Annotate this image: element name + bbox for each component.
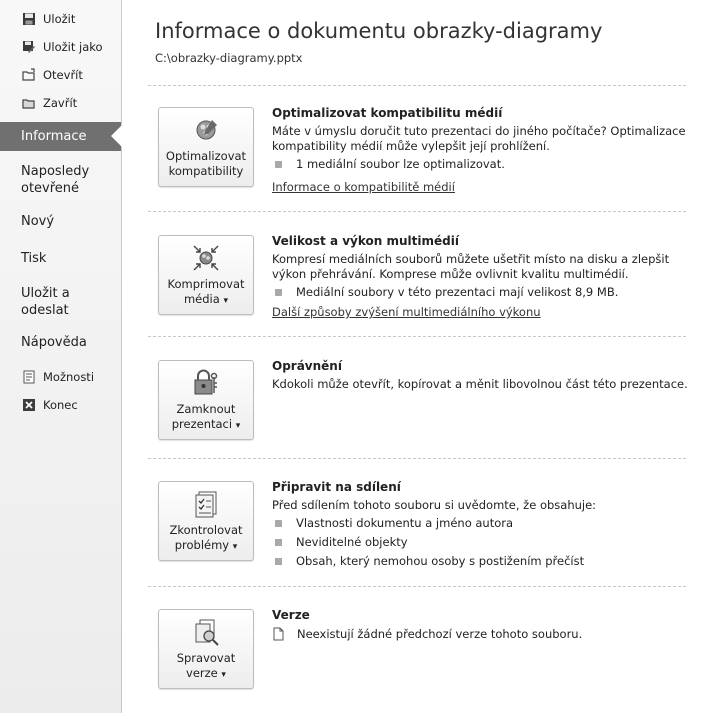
list-item: [275, 157, 505, 171]
sidebar-item-open[interactable]: [0, 62, 121, 88]
sidebar-item-close[interactable]: [0, 90, 121, 116]
sidebar-item-label: Nový: [21, 214, 55, 229]
sidebar-item-label-line2: otevřené: [21, 181, 80, 196]
exit-icon: [22, 398, 36, 412]
sidebar-item-exit[interactable]: [0, 392, 121, 418]
bullet-square-icon: [275, 558, 282, 565]
button-label-line1: Zamknout: [176, 402, 236, 416]
sidebar-item-label-line2: odeslat: [21, 303, 69, 318]
media-compatibility-link[interactable]: Informace o kompatibilitě médií: [272, 180, 455, 194]
button-label: [159, 402, 253, 434]
sidebar-item-label: Tisk: [21, 251, 47, 266]
section-description: Kompresí mediálních souborů můžete ušetřit místo na disku a zlepšit výkon přehrávání. Komprese může ovlivnit kvalitu multimédií.: [272, 252, 670, 281]
button-label-line1: Komprimovat: [167, 277, 245, 291]
divider: [148, 85, 686, 86]
section-title: Oprávnění: [272, 359, 342, 373]
sidebar-item-save-as[interactable]: [0, 34, 121, 60]
sidebar-item-help[interactable]: [21, 334, 117, 351]
document-icon: [272, 627, 285, 641]
button-label-line2: [159, 538, 253, 555]
section-title: Optimalizovat kompatibilitu médií: [272, 106, 503, 120]
close-folder-icon: [22, 96, 36, 110]
button-label: [159, 651, 253, 683]
button-label-line2: [159, 292, 253, 309]
section-description: Před sdílením tohoto souboru si uvědomte, že obsahuje:: [272, 498, 597, 512]
sidebar-item-print[interactable]: [21, 250, 117, 267]
list-item-text: 1 mediální soubor lze optimalizovat.: [296, 157, 505, 171]
list-item-text: Neviditelné objekty: [296, 535, 408, 549]
divider: [148, 336, 686, 337]
compress-media-icon: [192, 244, 220, 272]
sidebar-item-label: Zavřít: [43, 96, 78, 110]
sidebar-item-label: Nápověda: [21, 335, 87, 350]
bullet-square-icon: [275, 539, 282, 546]
button-label: [159, 523, 253, 555]
backstage-sidebar: [0, 0, 122, 713]
divider: [148, 586, 686, 587]
media-performance-link[interactable]: Další způsoby zvýšení multimediálního výkonu: [272, 305, 541, 319]
section-description: Kdokoli může otevřít, kopírovat a měnit libovolnou část této prezentace.: [272, 377, 688, 391]
sidebar-item-options[interactable]: [0, 364, 121, 390]
list-item: [275, 535, 408, 549]
info-panel: [122, 0, 708, 713]
save-icon: [22, 12, 36, 26]
list-item-text: Obsah, který nemohou osoby s postižením přečíst: [296, 554, 585, 568]
chevron-down-icon: ▾: [232, 542, 238, 552]
list-item-text: Mediální soubory v této prezentaci mají velikost 8,9 MB.: [296, 285, 619, 299]
page-title: Informace o dokumentu obrazky-diagramy: [155, 19, 603, 43]
bullet-square-icon: [275, 289, 282, 296]
button-label-text: problémy: [174, 538, 230, 552]
versions-note-text: Neexistují žádné předchozí verze tohoto souboru.: [297, 627, 583, 641]
list-item-text: Vlastnosti dokumentu a jméno autora: [296, 516, 514, 530]
section-description: Máte v úmyslu doručit tuto prezentaci do jiného počítače? Optimalizace kompatibility médií může vylepšit její prohlížení.: [272, 124, 686, 153]
save-as-icon: [22, 40, 36, 54]
sidebar-item-label: Konec: [43, 398, 78, 412]
sidebar-item-save[interactable]: [0, 6, 121, 32]
button-label-line2: [159, 417, 253, 434]
sidebar-item-label-line1: Naposledy: [21, 164, 90, 179]
section-title: Verze: [272, 608, 310, 622]
divider: [148, 458, 686, 459]
checklist-icon: [192, 490, 220, 518]
sidebar-item-label: Možnosti: [43, 370, 95, 384]
button-label-text: prezentaci: [171, 417, 233, 431]
button-label-line2: kompatibility: [168, 164, 244, 178]
button-label-line1: Zkontrolovat: [169, 523, 243, 537]
compress-media-button[interactable]: [158, 235, 254, 315]
sidebar-item-label: Uložit jako: [43, 40, 103, 54]
manage-versions-icon: [192, 618, 220, 646]
sidebar-item-recent[interactable]: [21, 163, 117, 197]
media-optimize-icon: [192, 116, 220, 144]
section-title: Velikost a výkon multimédií: [272, 234, 459, 248]
button-label-line1: Spravovat: [176, 651, 236, 665]
list-item: [275, 516, 513, 530]
chevron-down-icon: ▾: [221, 670, 226, 680]
bullet-square-icon: [275, 520, 282, 527]
section-title: Připravit na sdílení: [272, 480, 401, 494]
file-path: C:\obrazky-diagramy.pptx: [155, 51, 303, 65]
manage-versions-button[interactable]: [158, 609, 254, 689]
sidebar-item-label: Otevřít: [43, 68, 83, 82]
divider: [148, 211, 686, 212]
button-label: [159, 277, 253, 309]
sidebar-item-label-line1: Uložit a: [21, 286, 70, 301]
list-item: [275, 554, 584, 568]
versions-note: [272, 627, 582, 641]
check-for-issues-button[interactable]: [158, 481, 254, 561]
button-label-text: média: [183, 292, 220, 306]
sidebar-item-new[interactable]: [21, 213, 117, 230]
options-icon: [22, 370, 36, 384]
sidebar-item-label: Uložit: [43, 12, 76, 26]
protect-presentation-button[interactable]: [158, 360, 254, 440]
lock-icon: [192, 369, 220, 397]
open-folder-icon: [22, 68, 36, 82]
button-label-text: verze: [186, 666, 218, 680]
button-label-line1: Optimalizovat: [165, 149, 247, 163]
chevron-down-icon: ▾: [223, 296, 228, 306]
button-label-line2: [159, 666, 253, 683]
button-label: [159, 149, 253, 179]
selected-tab-notch: [111, 125, 122, 147]
sidebar-item-info[interactable]: Informace: [0, 122, 121, 151]
optimize-compatibility-button[interactable]: [158, 107, 254, 187]
bullet-square-icon: [275, 161, 282, 168]
chevron-down-icon: ▾: [235, 421, 241, 431]
sidebar-item-save-send[interactable]: [21, 285, 117, 319]
list-item: [275, 285, 618, 299]
